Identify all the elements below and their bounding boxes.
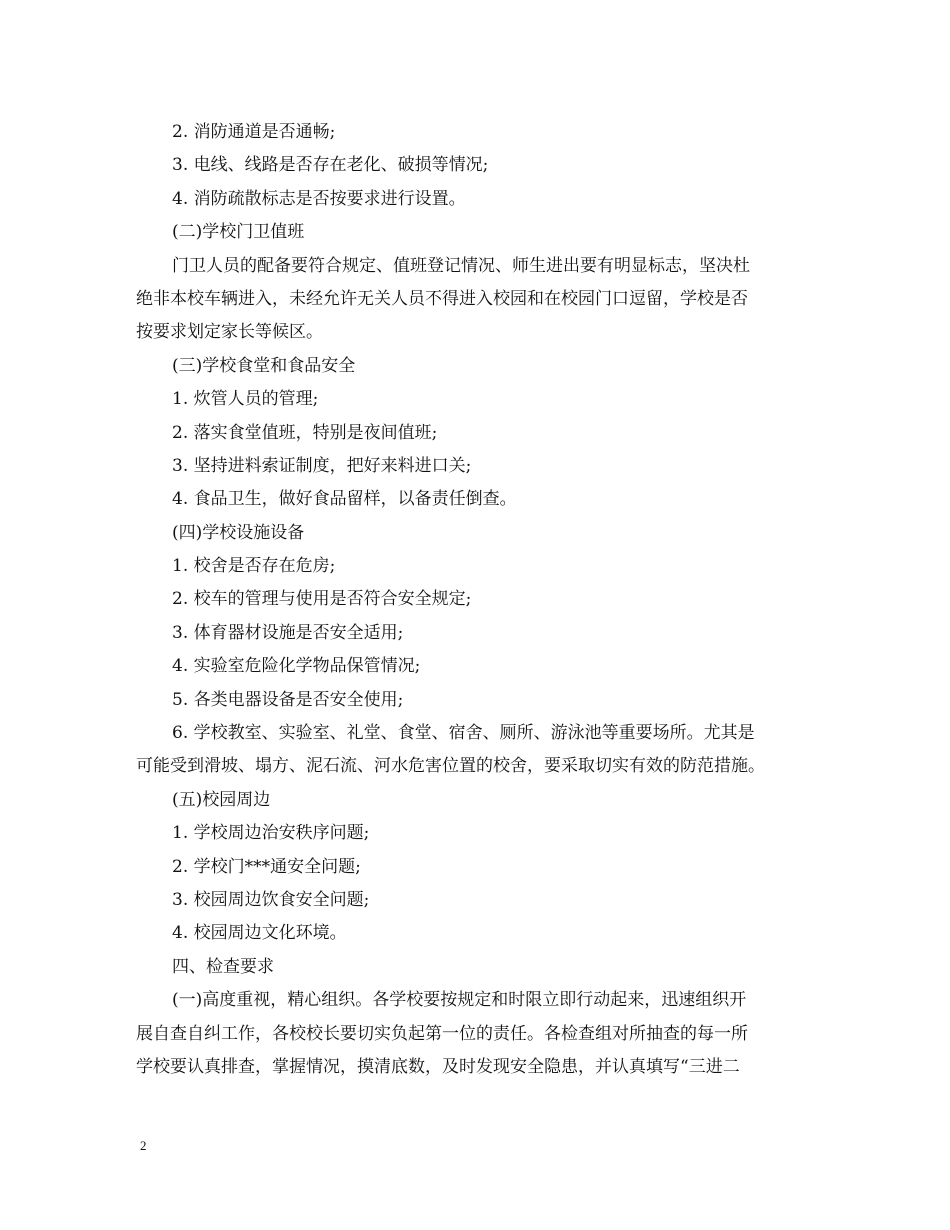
text-line: 绝非本校车辆进入，未经允许无关人员不得进入校园和在校园门口逗留，学校是否 bbox=[136, 288, 748, 309]
text-line: 1. 学校周边治安秩序问题; bbox=[172, 823, 370, 844]
page-number: 2 bbox=[140, 1138, 147, 1153]
text-line: 4. 消防疏散标志是否按要求进行设置。 bbox=[172, 188, 466, 209]
text-line: 1. 炊管人员的管理; bbox=[172, 389, 319, 410]
text-line: 按要求划定家长等候区。 bbox=[136, 322, 323, 343]
text-line: (一)高度重视，精心组织。各学校要按规定和时限立即行动起来，迅速组织开 bbox=[172, 990, 747, 1011]
text-line: 四、检查要求 bbox=[172, 956, 274, 977]
text-line: (三)学校食堂和食品安全 bbox=[172, 355, 356, 376]
text-line: 展自查自纠工作，各校校长要切实负起第一位的责任。各检查组对所抽查的每一所 bbox=[136, 1023, 748, 1044]
text-line: (二)学校门卫值班 bbox=[172, 222, 305, 243]
document-body bbox=[136, 116, 824, 1084]
text-line: 3. 电线、线路是否存在老化、破损等情况; bbox=[172, 155, 489, 176]
text-line: 3. 校园周边饮食安全问题; bbox=[172, 889, 370, 910]
text-line: 学校要认真排查，掌握情况，摸清底数，及时发现安全隐患，并认真填写“三进二 bbox=[136, 1056, 740, 1077]
text-line: 可能受到滑坡、塌方、泥石流、河水危害位置的校舍，要采取切实有效的防范措施。 bbox=[136, 756, 765, 777]
text-line: 5. 各类电器设备是否安全使用; bbox=[172, 689, 404, 710]
text-line: 门卫人员的配备要符合规定、值班登记情况、师生进出要有明显标志，坚决杜 bbox=[172, 255, 750, 276]
text-line: 2. 消防通道是否通畅; bbox=[172, 122, 336, 142]
text-line: 3. 体育器材设施是否安全适用; bbox=[172, 622, 404, 643]
text-line: 2. 落实食堂值班，特别是夜间值班; bbox=[172, 422, 438, 443]
text-line: 4. 校园周边文化环境。 bbox=[172, 923, 347, 944]
text-line: 2. 学校门***通安全问题; bbox=[172, 856, 361, 877]
text-line: 4. 实验室危险化学物品保管情况; bbox=[172, 656, 421, 677]
text-line: 6. 学校教室、实验室、礼堂、食堂、宿舍、厕所、游泳池等重要场所。尤其是 bbox=[172, 723, 755, 744]
text-line: 2. 校车的管理与使用是否符合安全规定; bbox=[172, 589, 472, 610]
text-line: (四)学校设施设备 bbox=[172, 522, 305, 543]
text-line: 3. 坚持进料索证制度，把好来料进口关; bbox=[172, 455, 472, 476]
text-line: (五)校园周边 bbox=[172, 789, 271, 810]
text-line: 1. 校舍是否存在危房; bbox=[172, 556, 336, 577]
text-line: 4. 食品卫生，做好食品留样，以备责任倒查。 bbox=[172, 489, 517, 510]
